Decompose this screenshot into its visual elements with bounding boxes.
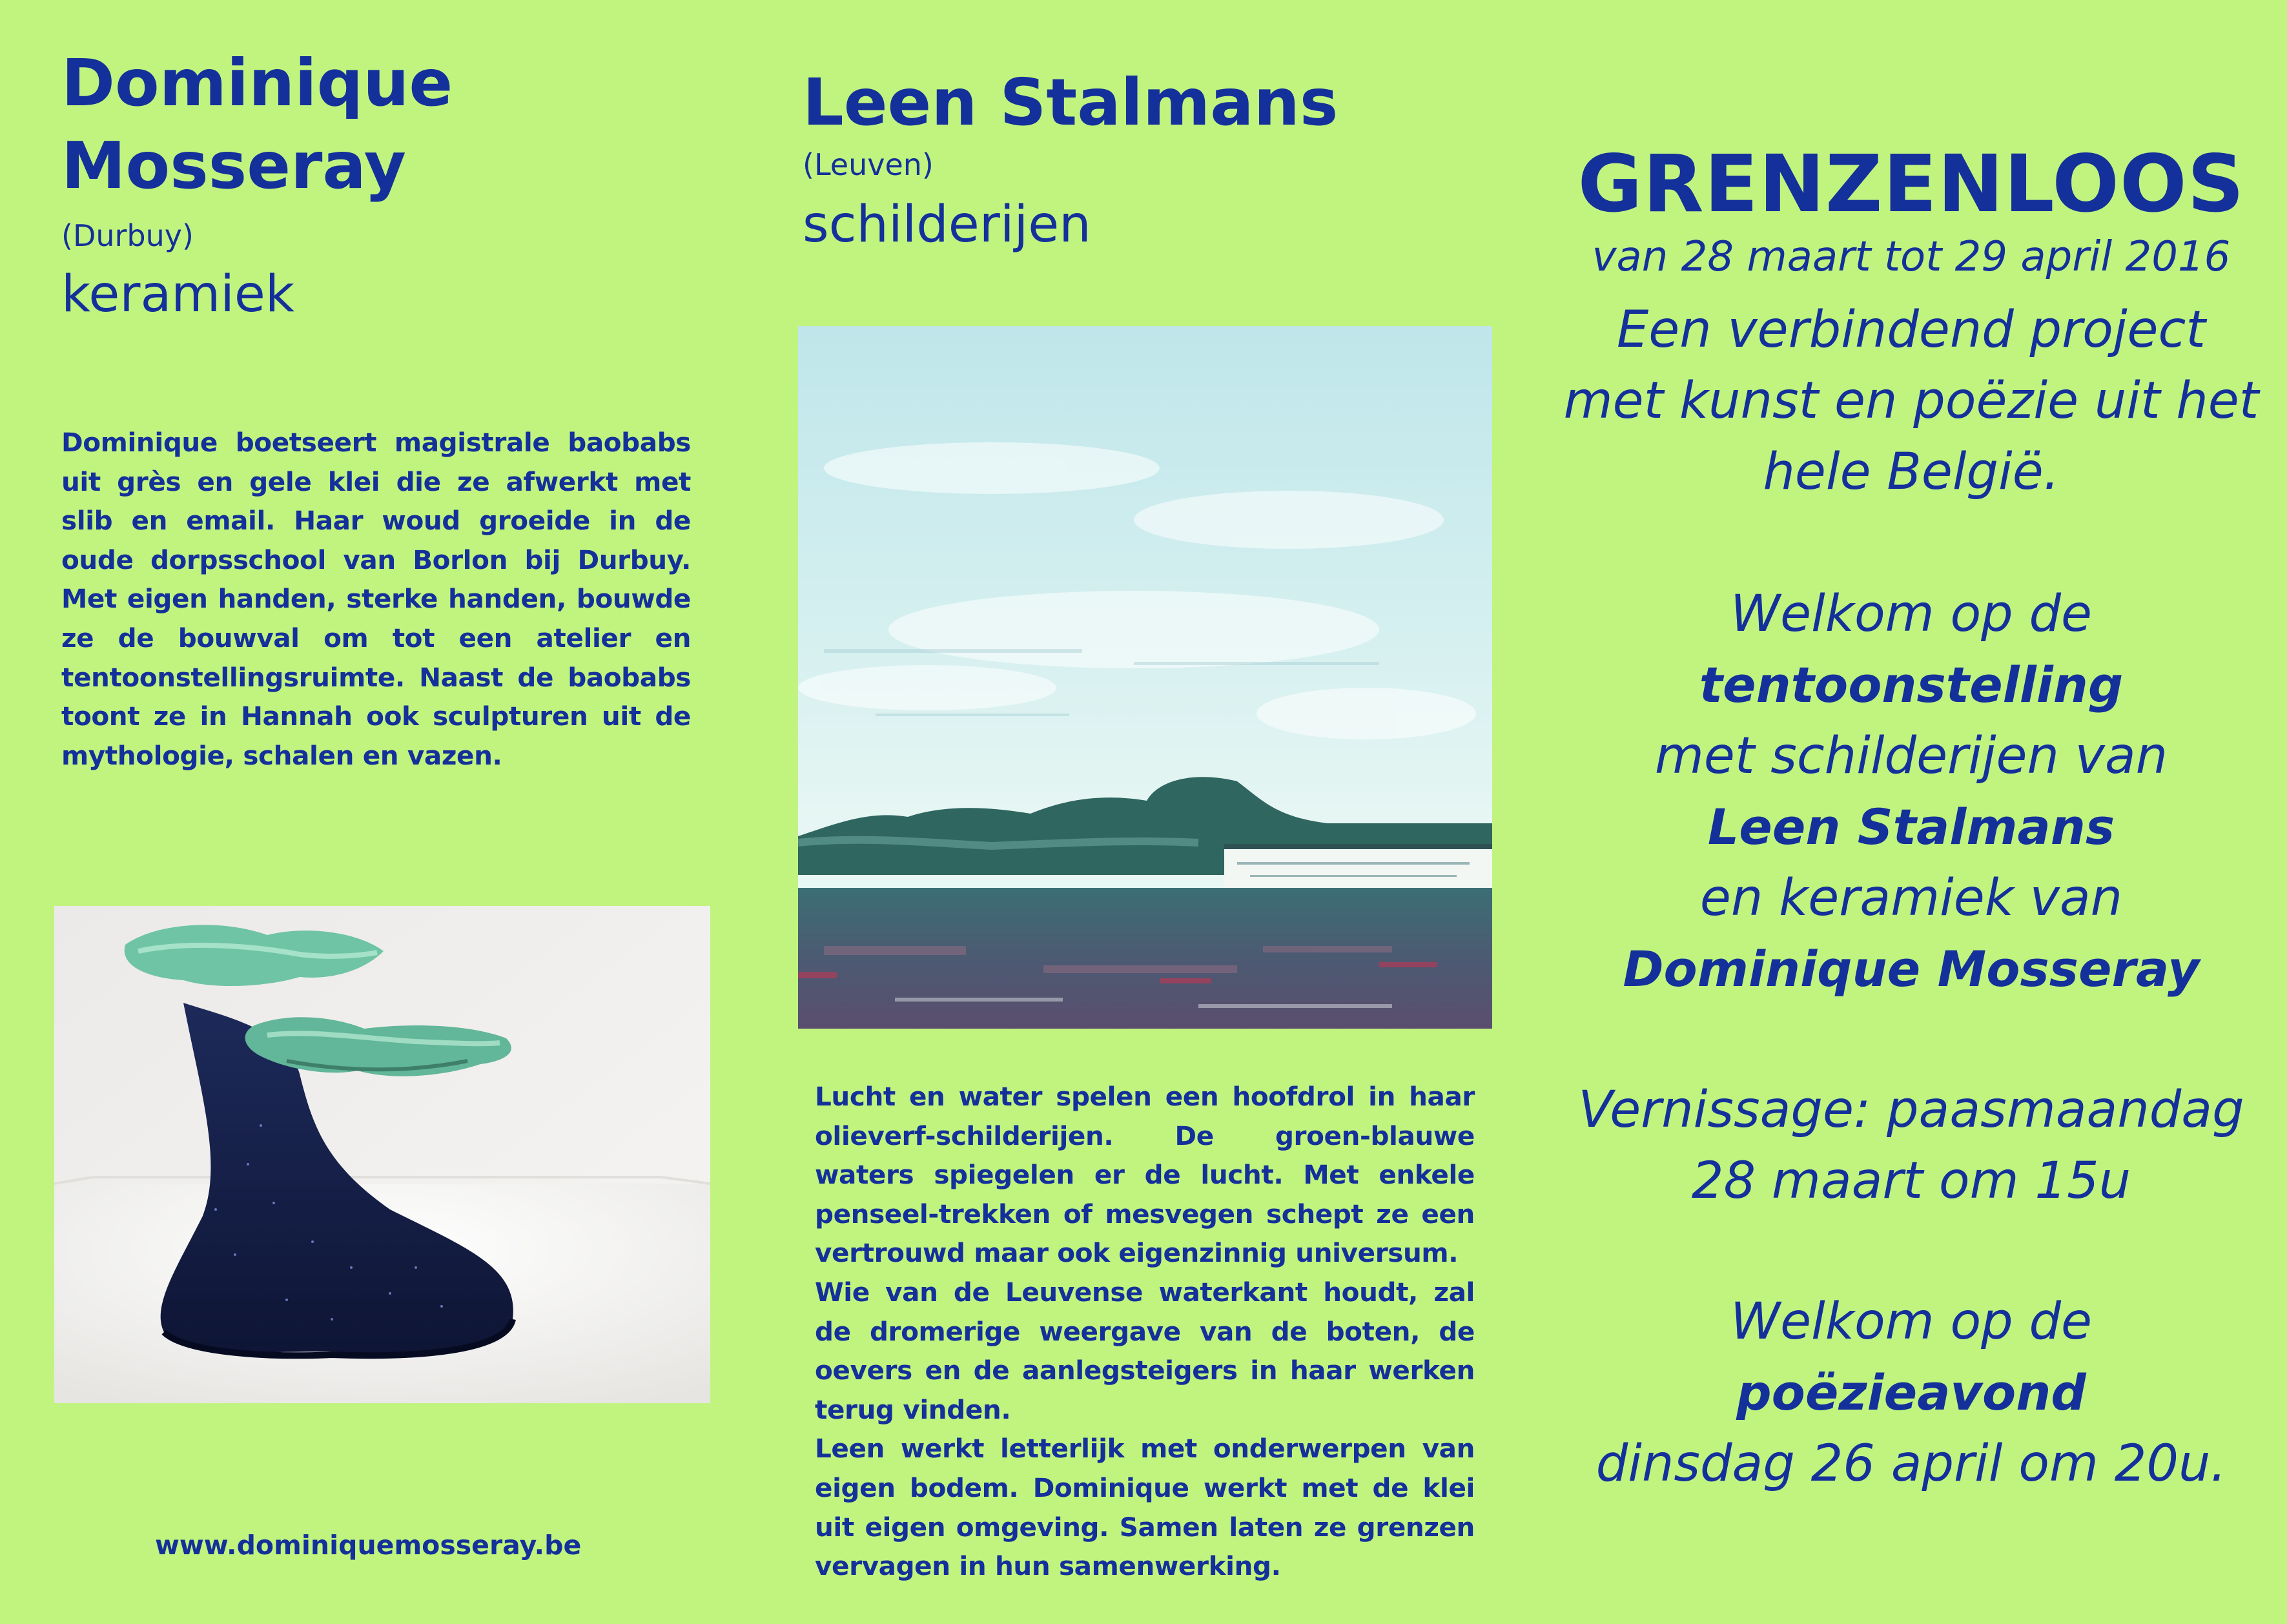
ceramic-sculpture-photo <box>54 906 710 1403</box>
artist2-bio <box>815 1077 1475 1586</box>
event-intro-line-3: hele België. <box>1763 443 2060 501</box>
landscape-painting-photo <box>798 326 1492 1029</box>
artist2-bio-paragraph-1: Lucht en water spelen een hoofdrol in haar olieverf-schilderijen. De groen-blauwe waters spiegelen er de lucht. Met enkele penseel-trekken of mesvegen schept ze een vertrouwd maar ook eigenzinnig universum. <box>815 1081 1475 1269</box>
paintings-label: met schilderijen van <box>1654 727 2168 785</box>
ceramicist-name: Dominique Mosseray <box>1623 940 2200 998</box>
event-intro-line-2: met kunst en poëzie uit het <box>1563 372 2259 430</box>
vernissage-line-2: 28 maart om 15u <box>1691 1152 2131 1210</box>
event-intro <box>1546 294 2276 508</box>
event-intro-line-1: Een verbindend project <box>1616 301 2206 359</box>
artist1-name-first: Dominique <box>61 45 453 121</box>
artist2-bio-paragraph-2: Wie van de Leuvense waterkant houdt, zal de dromerige weergave van de boten, de oevers en de aanlegsteigers in haar werken terug vinden. <box>815 1276 1475 1425</box>
welcome-exhibition: Welkom op de <box>1730 585 2092 643</box>
artist2-medium: schilderijen <box>803 196 1091 254</box>
painter-name: Leen Stalmans <box>1707 798 2115 856</box>
artist1-medium: keramiek <box>61 265 295 324</box>
event-dates: van 28 maart tot 29 april 2016 <box>1592 233 2231 281</box>
poetry-evening-label: poëzieavond <box>1736 1364 2086 1421</box>
artist1-name-last: Mosseray <box>61 128 406 203</box>
poetry-date: dinsdag 26 april om 20u. <box>1595 1435 2227 1493</box>
artist1-bio: Dominique boetseert magistrale baobabs uit grès en gele klei die ze afwerkt met slib en email. Haar woud groeide in de oude dorpsschool van Borlon bij Durbuy. Met eigen handen, sterke handen, bouwde ze de bouwval om tot een atelier en tentoonstellingsruimte. Naast de baobabs toont ze in Hannah ook sculpturen uit de mythologie, schalen en vazen. <box>61 427 691 771</box>
artist2-name: Leen Stalmans <box>803 65 1338 140</box>
ceramics-label: en keramiek van <box>1699 869 2123 927</box>
vernissage-line-1: Vernissage: paasmaandag <box>1578 1081 2244 1139</box>
welcome-poetry: Welkom op de <box>1730 1293 2092 1351</box>
website-link[interactable]: www.dominiquemosseray.be <box>155 1530 582 1561</box>
artist1-name <box>61 42 642 207</box>
exhibition-label: tentoonstelling <box>1699 656 2124 714</box>
artist2-bio-paragraph-3: Leen werkt letterlijk met onderwerpen van eigen bodem. Dominique werkt met de klei uit eigen omgeving. Samen laten ze grenzen vervagen in hun samenwerking. <box>815 1433 1475 1582</box>
event-info <box>1546 136 2276 1499</box>
event-title: GRENZENLOOS <box>1577 138 2245 230</box>
artist1-location: (Durbuy) <box>61 218 194 253</box>
artist2-location: (Leuven) <box>803 147 934 182</box>
